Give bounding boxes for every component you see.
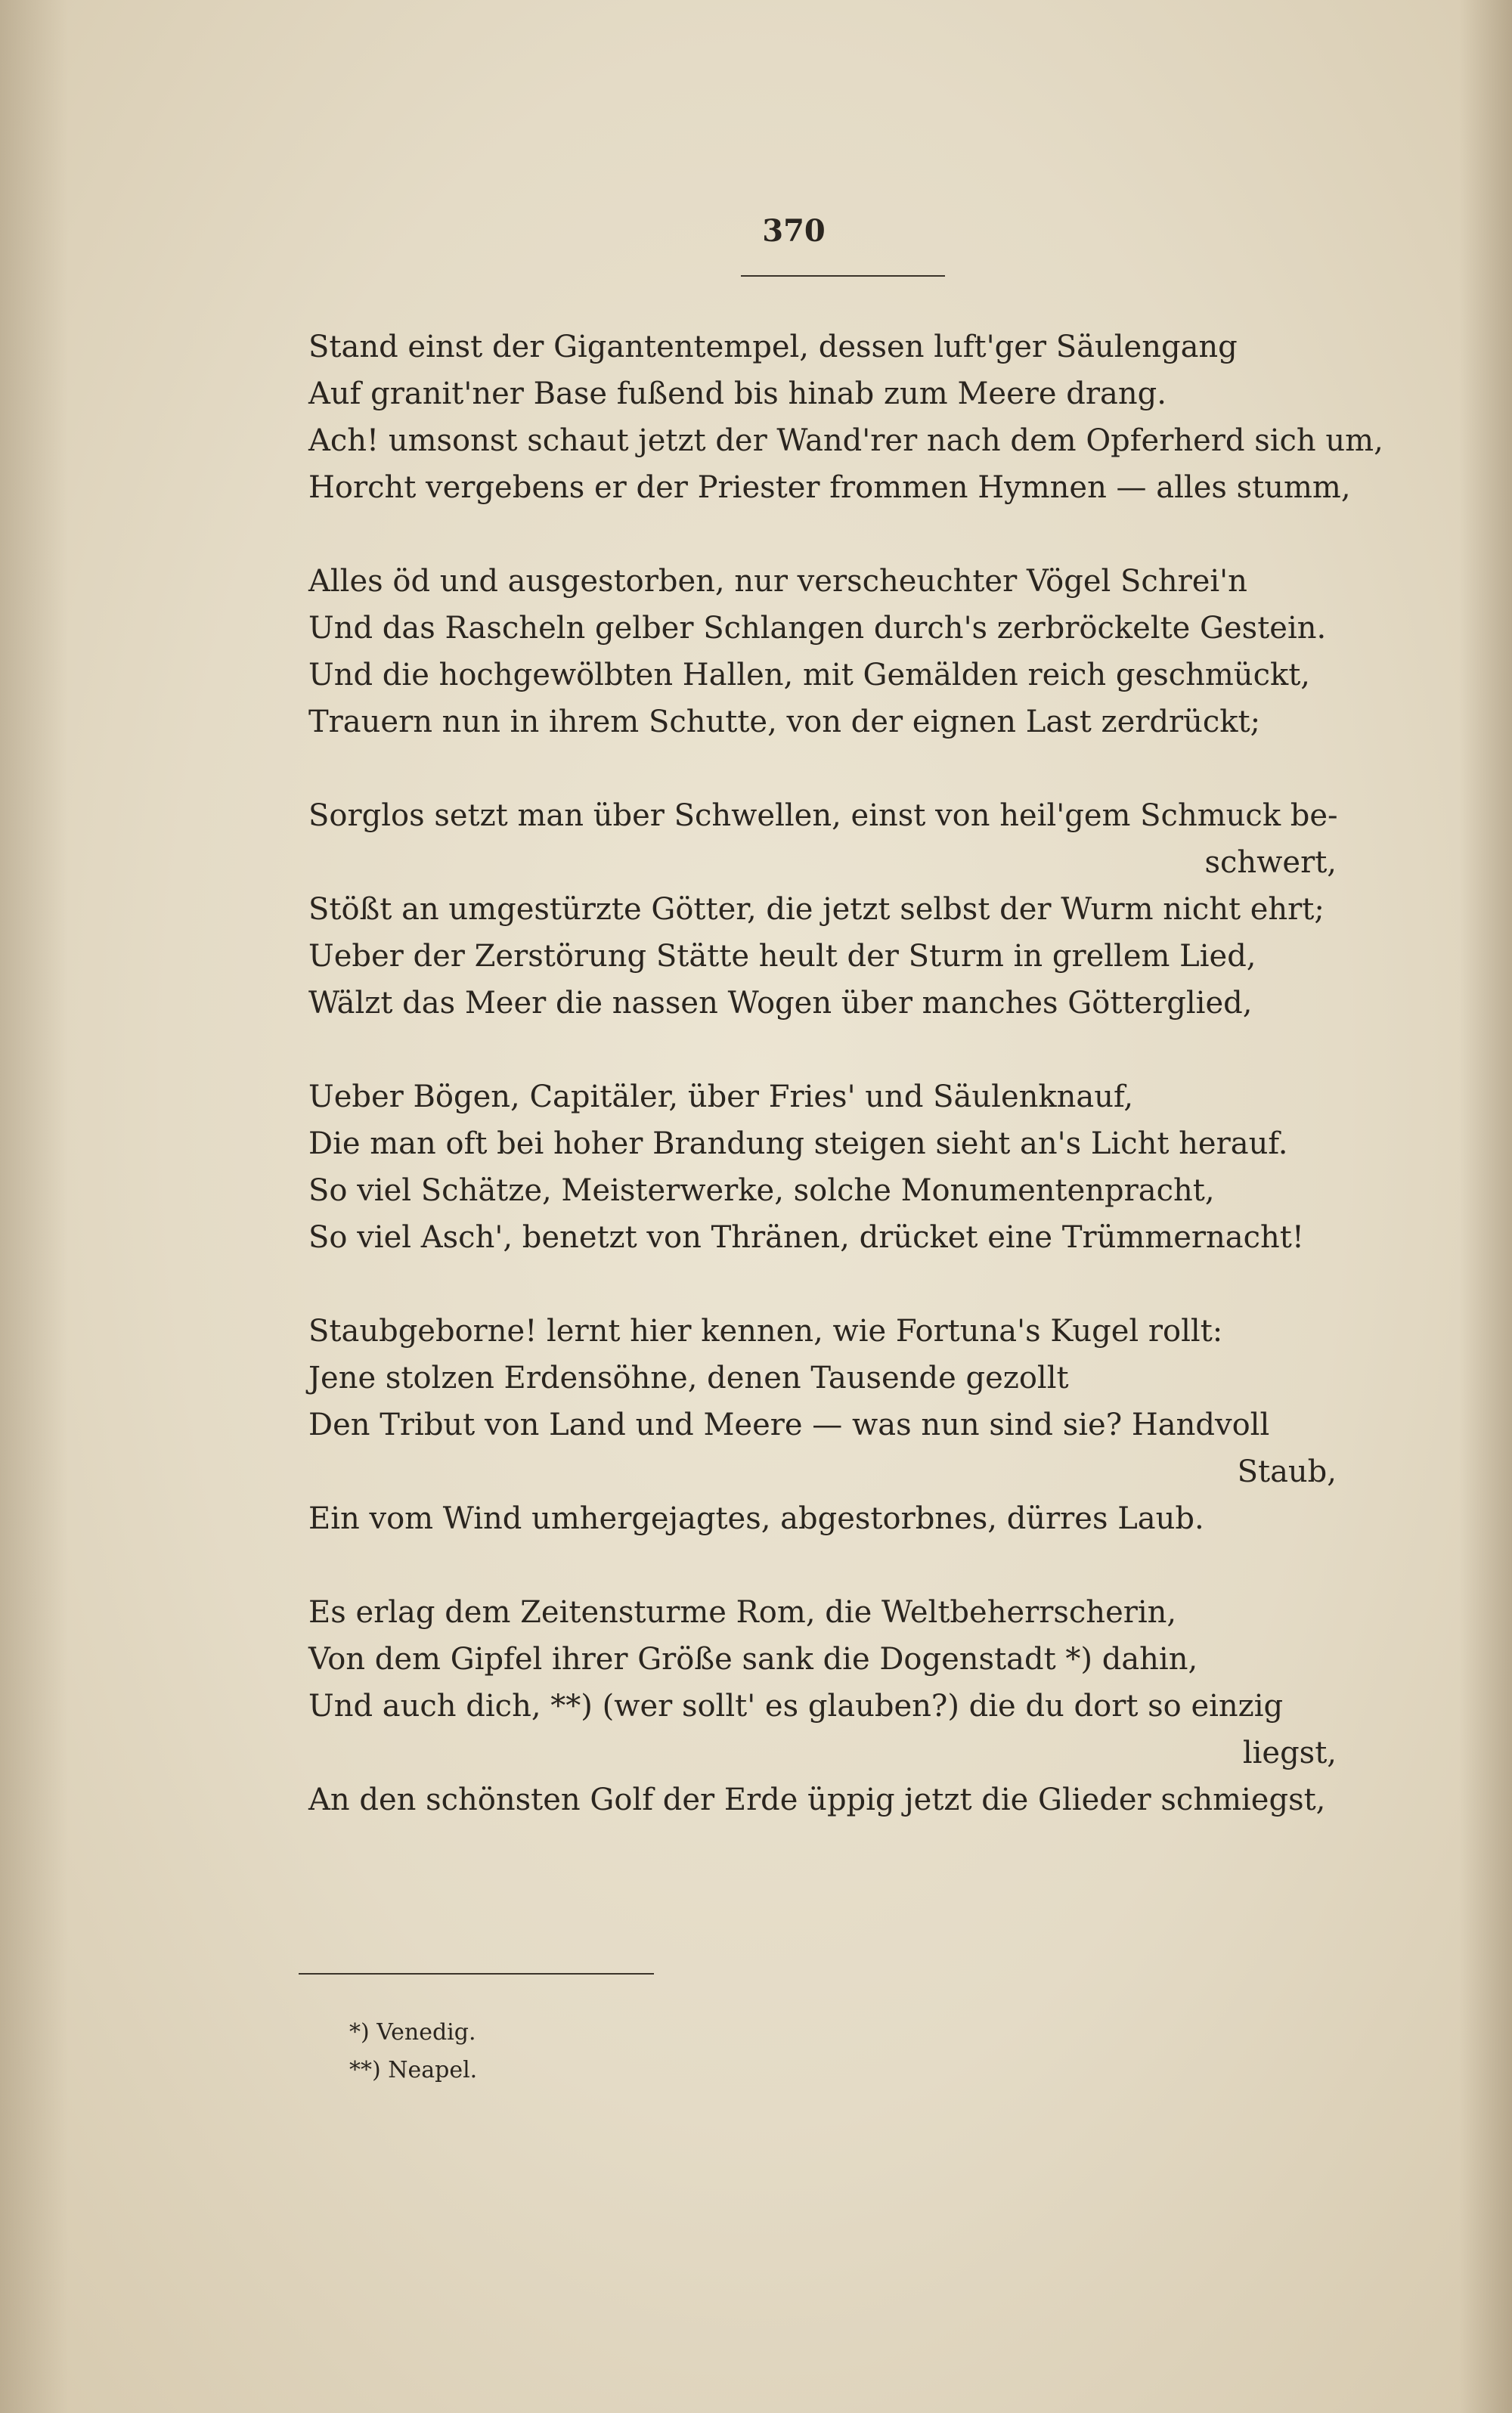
verse-line: So viel Asch', benetzt von Thränen, drücket eine Trümmernacht! bbox=[308, 1220, 1304, 1255]
verse-line: Und das Rascheln gelber Schlangen durch's zerbröckelte Gestein. bbox=[308, 611, 1327, 646]
verse-line: An den schönsten Golf der Erde üppig jetzt die Glieder schmiegst, bbox=[308, 1783, 1326, 1817]
verse-line: Alles öd und ausgestorben, nur verscheuchter Vögel Schrei'n bbox=[308, 564, 1247, 599]
poem-body bbox=[308, 324, 1383, 1870]
verse-line: Ein vom Wind umhergejagtes, abgestorbnes, dürres Laub. bbox=[308, 1501, 1204, 1536]
verse-line-continuation: liegst, bbox=[1242, 1736, 1337, 1770]
verse-line: Und auch dich, **) (wer sollt' es glauben?) die du dort so einzig bbox=[308, 1689, 1284, 1724]
verse-line: Stand einst der Gigantentempel, dessen luft'ger Säulengang bbox=[308, 330, 1238, 364]
verse-line: Wälzt das Meer die nassen Wogen über manches Götterglied, bbox=[308, 986, 1253, 1021]
verse-line: Auf granit'ner Base fußend bis hinab zum Meere drang. bbox=[308, 376, 1167, 411]
verse-line-continuation: schwert, bbox=[1204, 845, 1337, 880]
verse-line: Sorglos setzt man über Schwellen, einst von heil'gem Schmuck be- bbox=[308, 798, 1338, 833]
page-edge-shadow-left bbox=[0, 0, 68, 2413]
stanza bbox=[308, 1308, 1337, 1542]
footnote: **) Neapel. bbox=[349, 2057, 478, 2083]
verse-line: So viel Schätze, Meisterwerke, solche Monumentenpracht, bbox=[308, 1173, 1215, 1208]
stanza bbox=[308, 1589, 1337, 1823]
verse-line: Es erlag dem Zeitensturme Rom, die Weltbeherrscherin, bbox=[308, 1595, 1177, 1630]
verse-line: Ueber Bögen, Capitäler, über Fries' und Säulenknauf, bbox=[308, 1080, 1134, 1114]
verse-line: Trauern nun in ihrem Schutte, von der eignen Last zerdrückt; bbox=[308, 705, 1261, 739]
stanza bbox=[308, 324, 1383, 511]
verse-line: Jene stolzen Erdensöhne, denen Tausende gezollt bbox=[308, 1361, 1069, 1395]
verse-line: Den Tribut von Land und Meere — was nun sind sie? Handvoll bbox=[308, 1408, 1270, 1442]
verse-line: Horcht vergebens er der Priester frommen Hymnen — alles stumm, bbox=[308, 470, 1351, 505]
stanza bbox=[308, 792, 1337, 1027]
verse-line: Staubgeborne! lernt hier kennen, wie Fortuna's Kugel rollt: bbox=[308, 1314, 1223, 1349]
verse-line-continuation: Staub, bbox=[1237, 1454, 1337, 1489]
page-number-rule bbox=[741, 275, 945, 277]
verse-line: Und die hochgewölbten Hallen, mit Gemälden reich geschmückt, bbox=[308, 658, 1310, 692]
stanza bbox=[308, 1073, 1337, 1261]
footnotes bbox=[349, 2014, 477, 2089]
verse-line: Ach! umsonst schaut jetzt der Wand'rer nach dem Opferherd sich um, bbox=[308, 423, 1383, 458]
verse-line: Von dem Gipfel ihrer Größe sank die Dogenstadt *) dahin, bbox=[308, 1642, 1198, 1677]
verse-line: Die man oft bei hoher Brandung steigen sieht an's Licht herauf. bbox=[308, 1126, 1288, 1161]
footnote-divider bbox=[299, 1973, 654, 1975]
footnote: *) Venedig. bbox=[349, 2019, 476, 2046]
stanza bbox=[308, 558, 1337, 745]
verse-line: Stößt an umgestürzte Götter, die jetzt selbst der Wurm nicht ehrt; bbox=[308, 892, 1325, 927]
page-number: 370 bbox=[762, 213, 826, 249]
verse-line: Ueber der Zerstörung Stätte heult der Sturm in grellem Lied, bbox=[308, 939, 1256, 974]
page-edge-shadow-right bbox=[1459, 0, 1512, 2413]
